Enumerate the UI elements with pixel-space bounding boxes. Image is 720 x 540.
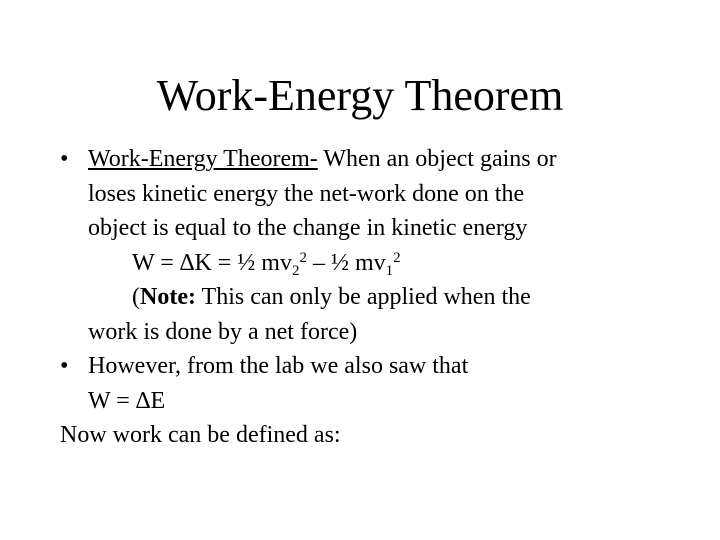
slide-body bbox=[60, 142, 700, 453]
term-work-energy-theorem: Work-Energy Theorem- bbox=[88, 146, 318, 172]
bullet-2-line-1: • However, from the lab we also saw that bbox=[60, 349, 700, 384]
equation-work-kinetic: W = ∆K = ½ $mv_2^2$ – ½ $mv_1^2$ bbox=[132, 249, 401, 279]
bullet-1-line-2: loses kinetic energy the net-work done on the bbox=[88, 180, 525, 207]
equation-work-energy: W = ∆E bbox=[88, 387, 166, 414]
closing-text: Now work can be defined as: bbox=[60, 422, 341, 448]
note-line-1: (Note: This can only be applied when the bbox=[132, 284, 531, 310]
definition-text: When an object gains or bbox=[317, 146, 557, 172]
bullet-1-line-3: object is equal to the change in kinetic energy bbox=[88, 215, 528, 241]
bullet-marker: • bbox=[60, 353, 69, 379]
slide-title: Work-Energy Theorem bbox=[156, 71, 564, 120]
bullet-1-line-1 bbox=[60, 142, 700, 177]
note-line-2: work is done by a net force) bbox=[88, 318, 358, 345]
note-label: Note: bbox=[140, 284, 196, 310]
bullet-marker: • bbox=[60, 146, 69, 172]
